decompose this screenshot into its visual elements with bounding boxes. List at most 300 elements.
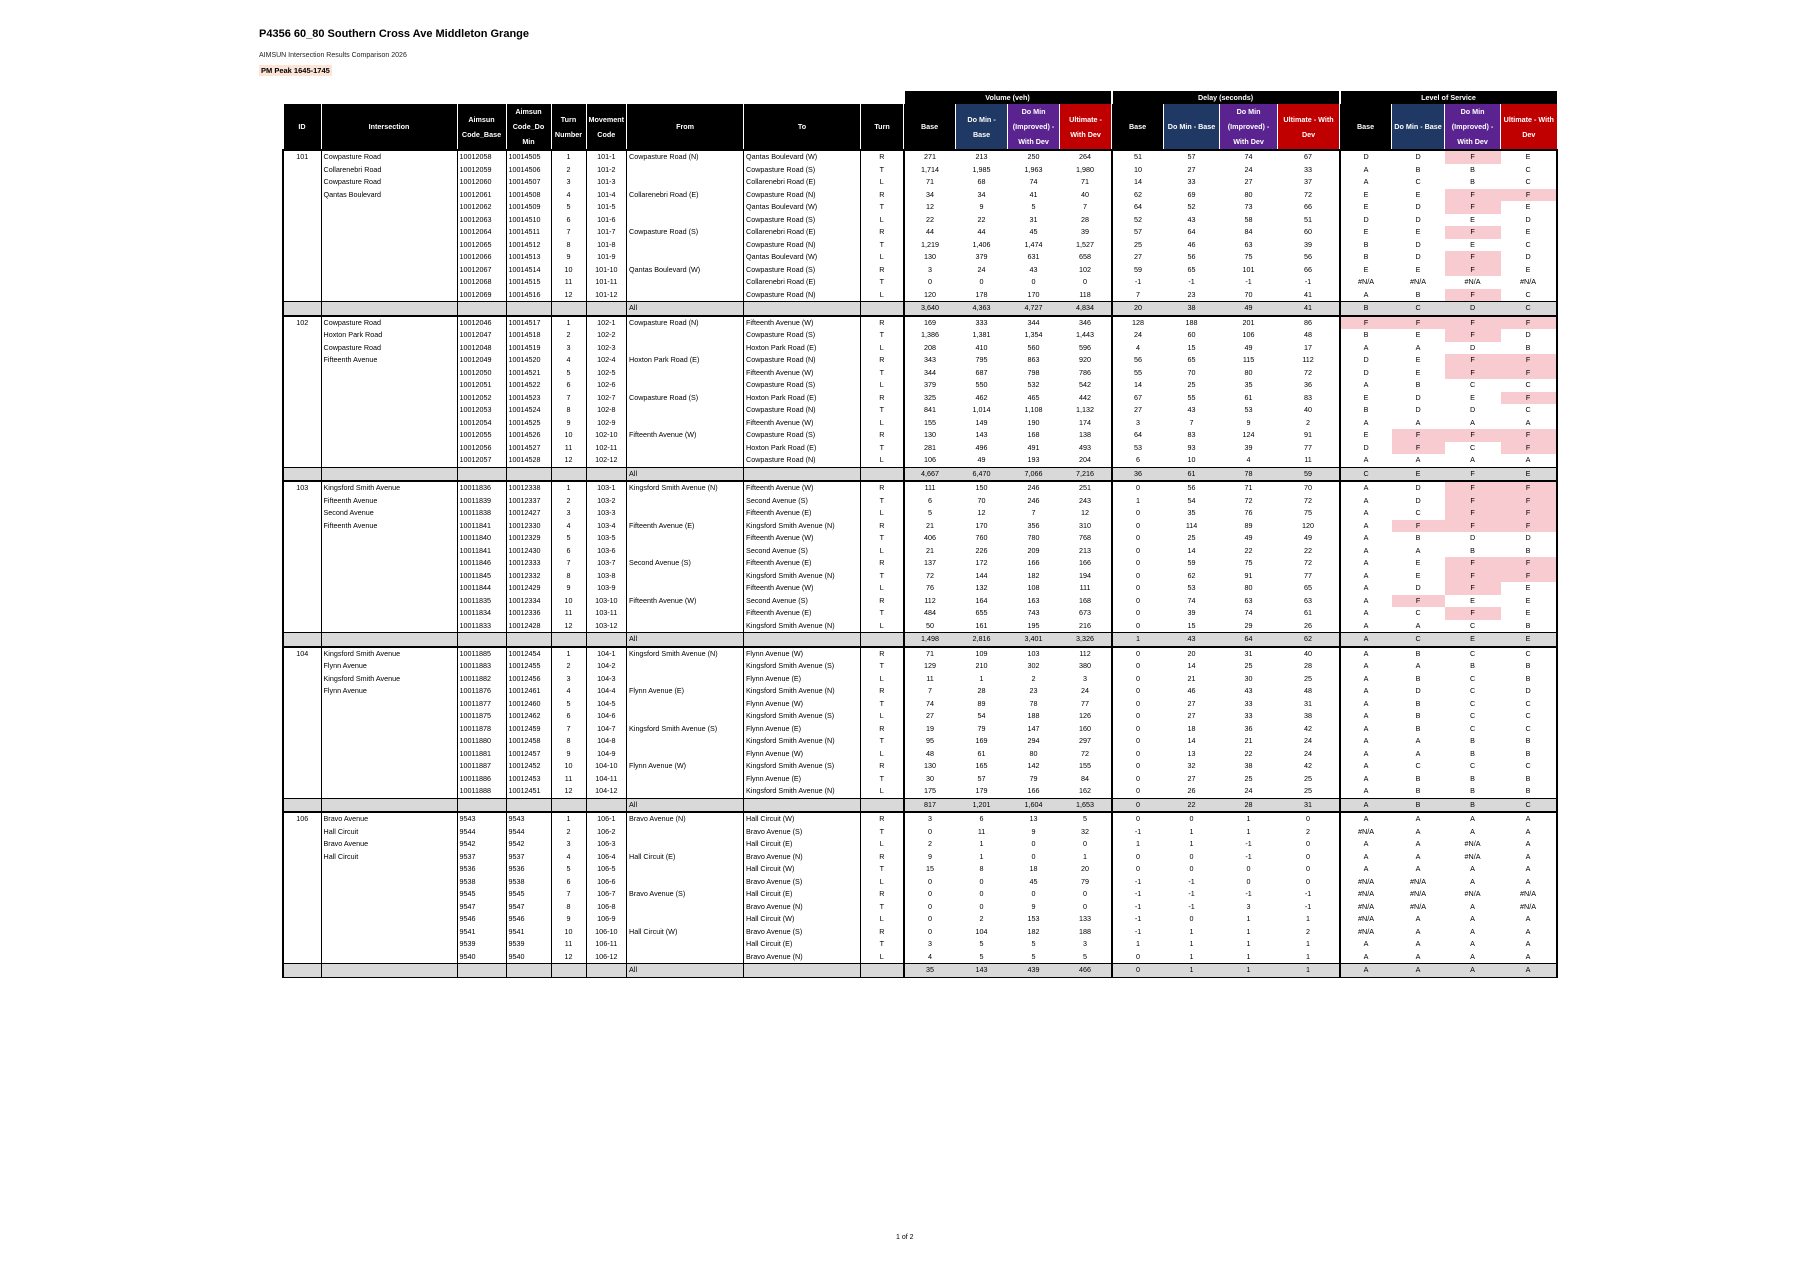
table-row	[283, 926, 1557, 939]
table-cell: 52	[1187, 202, 1196, 212]
table-cell: 343	[904, 354, 956, 367]
intersection-id: 102	[283, 316, 321, 330]
table-cell: 72	[1244, 495, 1253, 505]
total-cell: E	[1501, 467, 1557, 481]
table-cell: Hall Circuit (E)	[744, 938, 861, 951]
table-cell: Cowpasture Road (S)	[744, 164, 861, 177]
table-cell: #N/A	[1410, 889, 1427, 899]
volume-group-header: Volume (veh)	[904, 91, 1112, 104]
table-cell: 33	[1244, 711, 1253, 721]
table-cell: 9	[551, 417, 586, 430]
table-cell: 0	[1112, 673, 1164, 686]
total-cell: 78	[1220, 467, 1278, 481]
table-cell: 44	[977, 227, 986, 237]
table-cell: 160	[1079, 723, 1092, 733]
intersection-id	[283, 454, 321, 467]
table-cell: 106-6	[586, 876, 627, 889]
table-cell: 150	[956, 481, 1008, 495]
table-cell: 101-3	[586, 176, 627, 189]
table-cell: 31	[1220, 647, 1278, 661]
intersection-name: Flynn Avenue	[321, 685, 457, 698]
table-cell: 5	[551, 532, 586, 545]
table-cell: Cowpasture Road (S)	[744, 429, 861, 442]
table-cell: 48	[1304, 686, 1313, 696]
table-row	[283, 507, 1557, 520]
intersection-name: Flynn Avenue	[321, 660, 457, 673]
table-cell: A	[1340, 785, 1392, 798]
table-cell: Fifteenth Avenue (W)	[744, 532, 861, 545]
table-cell: D	[1340, 150, 1392, 164]
table-cell: 102-9	[586, 417, 627, 430]
table-cell: 213	[1079, 545, 1092, 555]
table-cell: #N/A	[1501, 901, 1557, 914]
table-cell: 106-1	[586, 812, 627, 826]
intersection-name	[321, 429, 457, 442]
table-cell: 0	[904, 826, 956, 839]
table-row	[283, 876, 1557, 889]
table-cell: 5	[979, 939, 984, 949]
table-cell: 101-5	[586, 201, 627, 214]
table-row	[283, 685, 1557, 698]
table-cell: 0	[1112, 951, 1164, 964]
table-cell: 120	[904, 289, 956, 302]
total-cell: B	[1445, 798, 1501, 812]
table-cell: A	[1501, 863, 1557, 876]
table-cell: 10012069	[457, 289, 506, 302]
table-cell: 60	[1187, 330, 1196, 340]
table-cell: B	[1470, 773, 1475, 783]
table-cell: E	[1501, 150, 1557, 164]
table-cell: L	[861, 379, 904, 392]
intersection-id	[283, 673, 321, 686]
intersection-id	[283, 785, 321, 798]
table-cell: 103-6	[586, 545, 627, 558]
table-cell: 9545	[457, 888, 506, 901]
table-row	[283, 773, 1557, 786]
table-cell: 106-2	[586, 826, 627, 839]
los-group-header: Level of Service	[1340, 91, 1557, 104]
table-cell: 9540	[506, 951, 551, 964]
table-row	[283, 495, 1557, 508]
table-cell: 188	[1027, 711, 1040, 721]
table-cell: 2	[1306, 926, 1311, 936]
table-cell: A	[1415, 914, 1421, 924]
table-cell: 10012461	[506, 685, 551, 698]
table-cell: 24	[1244, 164, 1253, 174]
table-cell: 406	[904, 532, 956, 545]
total-cell	[586, 467, 627, 481]
table-cell: E	[1415, 558, 1421, 568]
table-cell: Hall Circuit (W)	[744, 812, 861, 826]
table-cell: 10011834	[457, 607, 506, 620]
intersection-name: Kingsford Smith Avenue	[321, 647, 457, 661]
table-cell: 93	[1187, 442, 1196, 452]
table-cell: 10012066	[457, 251, 506, 264]
intersection-name	[321, 748, 457, 761]
table-cell: Kingsford Smith Avenue (N)	[744, 620, 861, 633]
table-cell: 9544	[457, 826, 506, 839]
table-cell: 462	[975, 392, 988, 402]
table-row	[283, 239, 1557, 252]
total-cell: 1,653	[1060, 798, 1112, 812]
table-cell: 15	[904, 863, 956, 876]
table-cell: Hoxton Park Road (E)	[744, 342, 861, 355]
table-cell: 10012047	[457, 329, 506, 342]
table-cell: 12	[977, 508, 986, 518]
table-cell: 0	[904, 888, 956, 901]
table-cell: 10014527	[506, 442, 551, 455]
table-cell: 9538	[457, 876, 506, 889]
table-cell: 0	[1112, 851, 1164, 864]
table-cell: Collarenebri Road (E)	[744, 176, 861, 189]
table-cell: 27	[1187, 711, 1196, 721]
column-header-row	[283, 104, 1557, 150]
table-cell: 104-7	[586, 723, 627, 736]
table-cell: 195	[1027, 620, 1040, 630]
intersection-name	[321, 938, 457, 951]
table-row	[283, 214, 1557, 227]
table-cell: 89	[1244, 520, 1253, 530]
intersection-name	[321, 214, 457, 227]
table-row	[283, 316, 1557, 330]
intersection-id	[283, 735, 321, 748]
table-cell: 74	[1220, 150, 1278, 164]
table-cell: 294	[1027, 736, 1040, 746]
table-cell: 2	[551, 329, 586, 342]
table-cell: 0	[1112, 532, 1164, 545]
table-cell: T	[861, 607, 904, 620]
table-row	[283, 785, 1557, 798]
table-cell: Collarenebri Road (E)	[627, 189, 744, 202]
table-cell: 112	[904, 595, 956, 608]
table-cell: F	[1501, 481, 1557, 495]
column-header: To	[744, 104, 861, 150]
table-cell: 155	[904, 417, 956, 430]
table-cell: 542	[1079, 380, 1092, 390]
table-cell: 10014507	[506, 176, 551, 189]
total-cell: 4,667	[904, 467, 956, 481]
table-row	[283, 379, 1557, 392]
table-cell: 12	[904, 201, 956, 214]
table-cell: 2	[979, 914, 984, 924]
table-cell: 149	[975, 417, 988, 427]
total-cell: 2,816	[956, 633, 1008, 647]
table-cell: 66	[1304, 264, 1313, 274]
total-cell	[506, 964, 551, 978]
table-cell: 9540	[457, 951, 506, 964]
table-cell: 0	[1112, 607, 1164, 620]
table-cell: -1	[1112, 826, 1164, 839]
table-cell: 29	[1244, 620, 1253, 630]
table-cell: 104-1	[586, 647, 627, 661]
table-cell: 142	[1027, 761, 1040, 771]
table-cell: A	[1415, 736, 1421, 746]
table-cell: 9	[1031, 901, 1036, 911]
table-cell: B	[1470, 736, 1475, 746]
table-cell: 10014513	[506, 251, 551, 264]
total-cell: B	[1340, 302, 1392, 316]
table-cell: 12	[551, 620, 586, 633]
table-cell: 25	[1187, 533, 1196, 543]
total-cell	[321, 633, 457, 647]
table-cell: 50	[904, 620, 956, 633]
table-cell: 75	[1304, 508, 1313, 518]
table-cell: 4	[1246, 455, 1251, 465]
table-cell: 15	[1187, 620, 1196, 630]
table-cell: C	[1415, 177, 1421, 187]
table-cell: 0	[1112, 735, 1164, 748]
table-cell: 0	[1083, 889, 1088, 899]
table-cell: 10014510	[506, 214, 551, 227]
table-cell: F	[1445, 582, 1501, 595]
table-cell: Second Avenue (S)	[744, 595, 861, 608]
table-cell: C	[1469, 380, 1476, 390]
table-cell: Cowpasture Road (N)	[627, 150, 744, 164]
table-cell: T	[861, 367, 904, 380]
table-cell: 104	[975, 926, 988, 936]
table-cell: E	[1501, 201, 1557, 214]
table-cell: R	[861, 316, 904, 330]
table-row	[283, 938, 1557, 951]
table-cell: 251	[1060, 481, 1112, 495]
table-cell: 66	[1304, 202, 1313, 212]
table-cell: 75	[1244, 558, 1253, 568]
table-cell: 42	[1304, 761, 1313, 771]
table-cell: 10012061	[457, 189, 506, 202]
table-cell: 11	[551, 607, 586, 620]
table-cell: L	[861, 673, 904, 686]
table-cell: 5	[1031, 202, 1036, 212]
table-cell: 5	[551, 201, 586, 214]
table-cell: 61	[1304, 608, 1313, 618]
table-cell: T	[861, 532, 904, 545]
table-cell: 0	[1112, 557, 1164, 570]
table-cell: 20	[1081, 864, 1090, 874]
table-cell: C	[1501, 289, 1557, 302]
table-cell: 5	[1083, 951, 1088, 961]
table-cell: 188	[1164, 316, 1220, 330]
total-cell	[586, 302, 627, 316]
table-cell: 3	[904, 264, 956, 277]
table-cell: Qantas Boulevard (W)	[627, 264, 744, 277]
table-cell: 1	[1112, 495, 1164, 508]
table-cell: 26	[1304, 620, 1313, 630]
table-cell: 6	[551, 876, 586, 889]
table-cell: T	[861, 442, 904, 455]
table-cell: 0	[1246, 876, 1251, 886]
table-cell: 194	[1079, 570, 1092, 580]
table-cell: 182	[1027, 926, 1040, 936]
total-cell	[457, 302, 506, 316]
table-row	[283, 607, 1557, 620]
table-cell: D	[1415, 583, 1421, 593]
table-cell: 1	[1246, 951, 1251, 961]
intersection-id	[283, 532, 321, 545]
table-cell: Hall Circuit (W)	[744, 863, 861, 876]
table-cell	[627, 251, 744, 264]
table-cell: 465	[1027, 392, 1040, 402]
table-cell: R	[861, 595, 904, 608]
table-cell: 0	[1083, 901, 1088, 911]
table-cell: A	[1415, 661, 1421, 671]
table-cell: Flynn Avenue (W)	[744, 748, 861, 761]
intersection-id	[283, 507, 321, 520]
table-cell: 243	[1079, 495, 1092, 505]
table-cell: 1	[1306, 939, 1311, 949]
table-row	[283, 201, 1557, 214]
table-cell: 3	[904, 938, 956, 951]
table-cell: A	[1340, 723, 1392, 736]
table-cell: 9537	[457, 851, 506, 864]
table-cell: 10012057	[457, 454, 506, 467]
table-cell: #N/A	[1501, 276, 1557, 289]
table-cell: Hoxton Park Road (E)	[744, 392, 861, 405]
table-cell: 9542	[457, 838, 506, 851]
table-cell: 7	[1083, 202, 1088, 212]
table-cell: Fifteenth Avenue (W)	[627, 595, 744, 608]
table-row	[283, 851, 1557, 864]
table-cell: 71	[904, 647, 956, 661]
table-cell: C	[1501, 698, 1557, 711]
table-cell: 41	[1304, 289, 1313, 299]
table-cell	[627, 748, 744, 761]
table-cell: A	[1501, 913, 1557, 926]
table-cell: 0	[1083, 839, 1088, 849]
table-cell: Bravo Avenue (S)	[627, 888, 744, 901]
table-cell: 333	[956, 316, 1008, 330]
table-cell: 106-10	[586, 926, 627, 939]
table-cell: B	[1501, 748, 1557, 761]
table-cell: 27	[904, 710, 956, 723]
intersection-name	[321, 264, 457, 277]
intersection-id	[283, 429, 321, 442]
table-cell: 10011845	[457, 570, 506, 583]
total-cell: All	[627, 964, 744, 978]
intersection-name	[321, 876, 457, 889]
table-cell: 57	[1164, 150, 1220, 164]
intersection-name	[321, 607, 457, 620]
intersection-id	[283, 773, 321, 786]
intersection-id	[283, 913, 321, 926]
column-header: Intersection	[321, 104, 457, 150]
total-cell: 31	[1278, 798, 1340, 812]
intersection-name	[321, 251, 457, 264]
intersection-id	[283, 901, 321, 914]
intersection-id	[283, 495, 321, 508]
table-cell: 9536	[457, 863, 506, 876]
table-cell: R	[861, 851, 904, 864]
table-cell: T	[861, 570, 904, 583]
table-cell: A	[1340, 164, 1392, 177]
table-cell: Cowpasture Road (N)	[744, 289, 861, 302]
table-cell: L	[861, 913, 904, 926]
table-cell: B	[1501, 660, 1557, 673]
intersection-id	[283, 723, 321, 736]
table-cell: 10014525	[506, 417, 551, 430]
intersection-name	[321, 760, 457, 773]
table-cell: A	[1501, 826, 1557, 839]
table-cell: 33	[1244, 698, 1253, 708]
table-cell: Cowpasture Road (N)	[744, 189, 861, 202]
table-cell: Bravo Avenue (N)	[744, 951, 861, 964]
table-cell: 0	[1112, 620, 1164, 633]
table-cell	[627, 214, 744, 227]
intersection-name	[321, 582, 457, 595]
table-cell: 281	[904, 442, 956, 455]
table-cell: 297	[1079, 736, 1092, 746]
table-cell: A	[1501, 926, 1557, 939]
table-cell: 0	[1031, 851, 1036, 861]
table-cell: 10011882	[457, 673, 506, 686]
table-cell: 10014517	[506, 316, 551, 330]
table-cell: 344	[904, 367, 956, 380]
table-cell: F	[1340, 316, 1392, 330]
table-cell: B	[1470, 786, 1475, 796]
total-cell: E	[1445, 633, 1501, 647]
table-cell: 1	[1220, 812, 1278, 826]
table-cell: 2	[1306, 417, 1311, 427]
intersection-name: Hoxton Park Road	[321, 329, 457, 342]
table-cell: F	[1501, 392, 1557, 405]
table-cell: 12	[551, 785, 586, 798]
total-cell: 466	[1060, 964, 1112, 978]
total-cell: 41	[1278, 302, 1340, 316]
table-cell: D	[1415, 405, 1421, 415]
intersection-id: 101	[283, 150, 321, 164]
table-cell: 21	[1244, 736, 1253, 746]
table-cell: T	[861, 329, 904, 342]
table-cell: 106-5	[586, 863, 627, 876]
table-cell: 596	[1079, 342, 1092, 352]
table-cell: E	[1501, 607, 1557, 620]
table-cell: A	[1340, 570, 1392, 583]
table-cell: C	[1501, 760, 1557, 773]
table-cell: F	[1445, 607, 1501, 620]
table-cell: A	[1340, 838, 1392, 851]
total-cell: 64	[1220, 633, 1278, 647]
total-cell: 3,640	[904, 302, 956, 316]
table-cell: 10014511	[506, 226, 551, 239]
table-cell: 70	[1187, 367, 1196, 377]
table-cell: 143	[975, 430, 988, 440]
table-cell: 124	[1242, 430, 1255, 440]
table-cell: 22	[1244, 545, 1253, 555]
intersection-name: Kingsford Smith Avenue	[321, 673, 457, 686]
column-header: From	[627, 104, 744, 150]
table-cell: 102-4	[586, 354, 627, 367]
table-cell: 27	[1187, 164, 1196, 174]
table-cell: 166	[1027, 558, 1040, 568]
table-cell: 11	[977, 826, 986, 836]
table-cell: R	[861, 481, 904, 495]
table-cell: 9543	[457, 812, 506, 826]
table-cell: 56	[1112, 354, 1164, 367]
table-cell: A	[1340, 520, 1392, 533]
table-cell: Flynn Avenue (W)	[744, 647, 861, 661]
table-cell: L	[861, 951, 904, 964]
table-cell: T	[861, 901, 904, 914]
table-cell: 10012332	[506, 570, 551, 583]
table-cell: C	[1469, 673, 1476, 683]
table-cell: 9	[904, 851, 956, 864]
table-cell: D	[1415, 214, 1421, 224]
intersection-name	[321, 545, 457, 558]
total-cell: B	[1392, 798, 1445, 812]
total-cell	[586, 798, 627, 812]
table-cell: F	[1445, 507, 1501, 520]
intersection-name: Bravo Avenue	[321, 812, 457, 826]
table-row	[283, 901, 1557, 914]
